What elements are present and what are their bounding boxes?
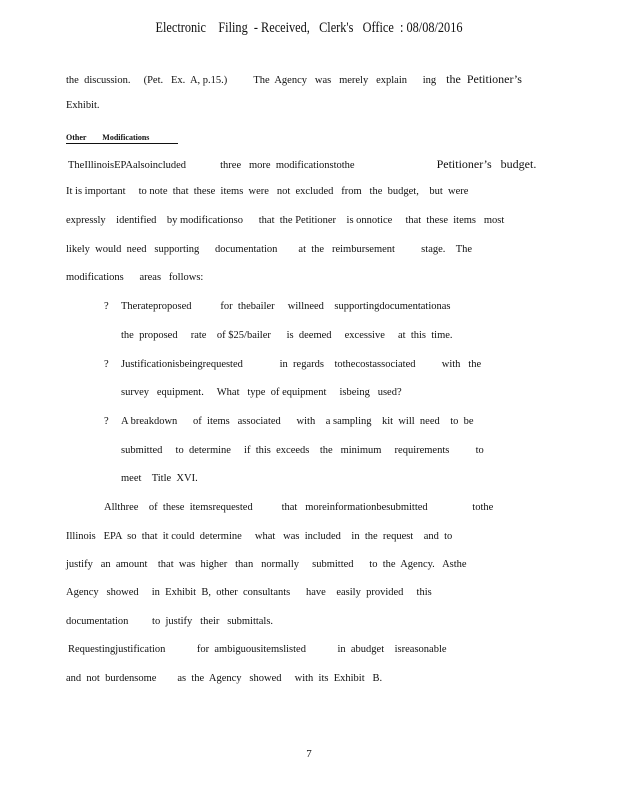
body-line: Exhibit. bbox=[66, 100, 100, 111]
bullet-line: Therateproposed for thebailer willneed supportingdocumentationas bbox=[121, 301, 451, 312]
body-line: modifications areas follows: bbox=[66, 272, 204, 283]
bullet-marker: ? bbox=[104, 416, 109, 427]
line-text: TheIllinoisEPAalsoincluded three more modificationstothe bbox=[68, 160, 355, 171]
page-number: 7 bbox=[306, 748, 312, 760]
bullet-marker: ? bbox=[104, 359, 109, 370]
bullet-line: A breakdown of items associated with a sampling kit will need to be bbox=[121, 416, 474, 427]
body-line: Requestingjustification for ambiguousitemslisted in abudget isreasonable bbox=[68, 644, 447, 655]
body-line: It is important to note that these items were not excluded from the budget, but were bbox=[66, 186, 469, 197]
bullet-line: Justificationisbeingrequested in regards tothecostassociated with the bbox=[121, 359, 482, 370]
bullet-line: submitted to determine if this exceeds the minimum requirements to bbox=[121, 445, 484, 456]
bullet-marker: ? bbox=[104, 301, 109, 312]
filing-header: Electronic Filing - Received, Clerk's Office : 08/08/2016 bbox=[155, 20, 463, 36]
body-line: Allthree of these itemsrequested that moreinformationbesubmitted tothe bbox=[104, 502, 494, 513]
bullet-line: meet Title XVI. bbox=[121, 473, 198, 484]
body-line bbox=[66, 73, 522, 87]
body-line: likely would need supporting documentation at the reimbursement stage. The bbox=[66, 244, 473, 255]
bullet-line: survey equipment. What type of equipment isbeing used? bbox=[121, 387, 402, 398]
body-line: Illinois EPA so that it could determine what was included in the request and to bbox=[66, 531, 453, 542]
body-line: and not burdensome as the Agency showed with its Exhibit B. bbox=[66, 673, 383, 684]
petitioners-phrase: the Petitioner’s bbox=[446, 72, 522, 86]
body-line: justify an amount that was higher than normally submitted to the Agency. Asthe bbox=[66, 559, 467, 570]
body-line: documentation to justify their submittals. bbox=[66, 616, 274, 627]
line-text: the discussion. (Pet. Ex. A, p.15.) The Agency was merely explain ing bbox=[66, 75, 437, 86]
petitioners-budget-phrase: Petitioner’s budget. bbox=[436, 157, 537, 171]
section-subheading: Other Modifications bbox=[66, 133, 178, 144]
body-line bbox=[68, 158, 536, 172]
bullet-line: the proposed rate of $25/bailer is deemed excessive at this time. bbox=[121, 330, 453, 341]
body-line: Agency showed in Exhibit B, other consultants have easily provided this bbox=[66, 587, 432, 598]
body-line: expressly identified by modificationso that the Petitioner is onnotice that these items most bbox=[66, 215, 505, 226]
